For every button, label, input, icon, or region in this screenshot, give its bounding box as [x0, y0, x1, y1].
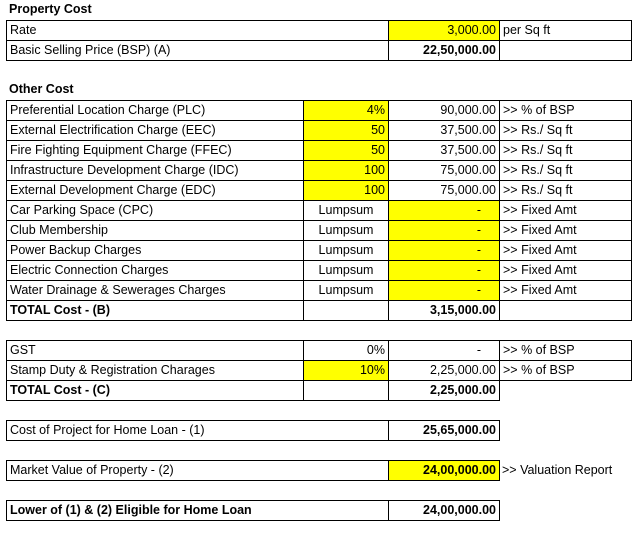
- other-cost-label: Car Parking Space (CPC): [7, 201, 304, 221]
- other-cost-amount[interactable]: -: [389, 201, 500, 221]
- other-cost-amount[interactable]: -: [389, 281, 500, 301]
- other-cost-label: Electric Connection Charges: [7, 261, 304, 281]
- market-value-note: >> Valuation Report: [502, 463, 613, 477]
- other-cost-row: [7, 241, 632, 261]
- market-value-label: Market Value of Property - (2): [7, 461, 389, 481]
- other-cost-note: >> Rs./ Sq ft: [500, 121, 632, 141]
- other-cost-table: [6, 100, 632, 321]
- bsp-spacer: [304, 41, 389, 61]
- stamp-label: Stamp Duty & Registration Charages: [7, 361, 304, 381]
- other-cost-input: Lumpsum: [304, 241, 389, 261]
- other-cost-note: >> Fixed Amt: [500, 261, 632, 281]
- total-c-label: TOTAL Cost - (C): [7, 381, 304, 401]
- other-cost-label: Water Drainage & Sewerages Charges: [7, 281, 304, 301]
- rate-label: Rate: [7, 21, 304, 41]
- rate-spacer: [304, 21, 389, 41]
- other-cost-note: >> Fixed Amt: [500, 201, 632, 221]
- bsp-row: [7, 41, 632, 61]
- eligible-table: [6, 500, 500, 521]
- other-cost-row: [7, 181, 632, 201]
- other-cost-amount[interactable]: -: [389, 221, 500, 241]
- gst-label: GST: [7, 341, 304, 361]
- other-cost-input[interactable]: 50: [304, 121, 389, 141]
- other-cost-row: [7, 201, 632, 221]
- other-cost-amount[interactable]: -: [389, 261, 500, 281]
- rate-row: [7, 21, 632, 41]
- other-cost-row: [7, 141, 632, 161]
- total-b-row: [7, 301, 632, 321]
- cost-of-project-value: 25,65,000.00: [389, 421, 500, 441]
- other-cost-note: >> Rs./ Sq ft: [500, 181, 632, 201]
- market-value-input[interactable]: 24,00,000.00: [389, 461, 500, 481]
- other-cost-note: >> Fixed Amt: [500, 221, 632, 241]
- other-cost-note: >> Fixed Amt: [500, 241, 632, 261]
- other-cost-input: Lumpsum: [304, 261, 389, 281]
- total-b-value: 3,15,000.00: [389, 301, 500, 321]
- property-cost-heading: Property Cost: [9, 2, 92, 16]
- other-cost-amount: 90,000.00: [389, 101, 500, 121]
- tax-table: [6, 340, 632, 401]
- gst-row: [7, 341, 632, 361]
- other-cost-input: Lumpsum: [304, 201, 389, 221]
- total-b-label: TOTAL Cost - (B): [7, 301, 304, 321]
- cost-of-project-label: Cost of Project for Home Loan - (1): [7, 421, 389, 441]
- rate-input[interactable]: 3,000.00: [389, 21, 500, 41]
- other-cost-note: >> Rs./ Sq ft: [500, 141, 632, 161]
- other-cost-input[interactable]: 50: [304, 141, 389, 161]
- other-cost-label: Power Backup Charges: [7, 241, 304, 261]
- stamp-amount: 2,25,000.00: [389, 361, 500, 381]
- gst-note: >> % of BSP: [500, 341, 632, 361]
- gst-amount: -: [389, 341, 500, 361]
- eligible-value: 24,00,000.00: [389, 501, 500, 521]
- total-c-spacer: [304, 381, 389, 401]
- total-b-note: [500, 301, 632, 321]
- other-cost-input[interactable]: 4%: [304, 101, 389, 121]
- total-c-row: [7, 381, 632, 401]
- cost-of-project-table: [6, 420, 500, 441]
- gst-input[interactable]: 0%: [304, 341, 389, 361]
- other-cost-note: >> Rs./ Sq ft: [500, 161, 632, 181]
- other-cost-input[interactable]: 100: [304, 161, 389, 181]
- bsp-value: 22,50,000.00: [389, 41, 500, 61]
- stamp-input[interactable]: 10%: [304, 361, 389, 381]
- other-cost-label: External Development Charge (EDC): [7, 181, 304, 201]
- other-cost-amount: 75,000.00: [389, 161, 500, 181]
- property-cost-table: [6, 20, 632, 61]
- other-cost-input[interactable]: 100: [304, 181, 389, 201]
- market-value-table: [6, 460, 500, 481]
- other-cost-row: [7, 101, 632, 121]
- other-cost-note: >> % of BSP: [500, 101, 632, 121]
- other-cost-row: [7, 261, 632, 281]
- bsp-label: Basic Selling Price (BSP) (A): [7, 41, 304, 61]
- other-cost-amount[interactable]: -: [389, 241, 500, 261]
- other-cost-input: Lumpsum: [304, 281, 389, 301]
- other-cost-label: Infrastructure Development Charge (IDC): [7, 161, 304, 181]
- total-b-spacer: [304, 301, 389, 321]
- total-c-value: 2,25,000.00: [389, 381, 500, 401]
- other-cost-amount: 37,500.00: [389, 141, 500, 161]
- other-cost-row: [7, 281, 632, 301]
- other-cost-row: [7, 121, 632, 141]
- other-cost-row: [7, 161, 632, 181]
- other-cost-label: Preferential Location Charge (PLC): [7, 101, 304, 121]
- other-cost-heading: Other Cost: [9, 82, 74, 96]
- rate-unit: per Sq ft: [500, 21, 632, 41]
- other-cost-label: External Electrification Charge (EEC): [7, 121, 304, 141]
- stamp-row: [7, 361, 632, 381]
- stamp-note: >> % of BSP: [500, 361, 632, 381]
- other-cost-note: >> Fixed Amt: [500, 281, 632, 301]
- other-cost-label: Fire Fighting Equipment Charge (FFEC): [7, 141, 304, 161]
- eligible-label: Lower of (1) & (2) Eligible for Home Loan: [7, 501, 389, 521]
- other-cost-input: Lumpsum: [304, 221, 389, 241]
- total-c-note: [500, 381, 632, 401]
- other-cost-row: [7, 221, 632, 241]
- other-cost-amount: 37,500.00: [389, 121, 500, 141]
- other-cost-label: Club Membership: [7, 221, 304, 241]
- other-cost-amount: 75,000.00: [389, 181, 500, 201]
- bsp-note: [500, 41, 632, 61]
